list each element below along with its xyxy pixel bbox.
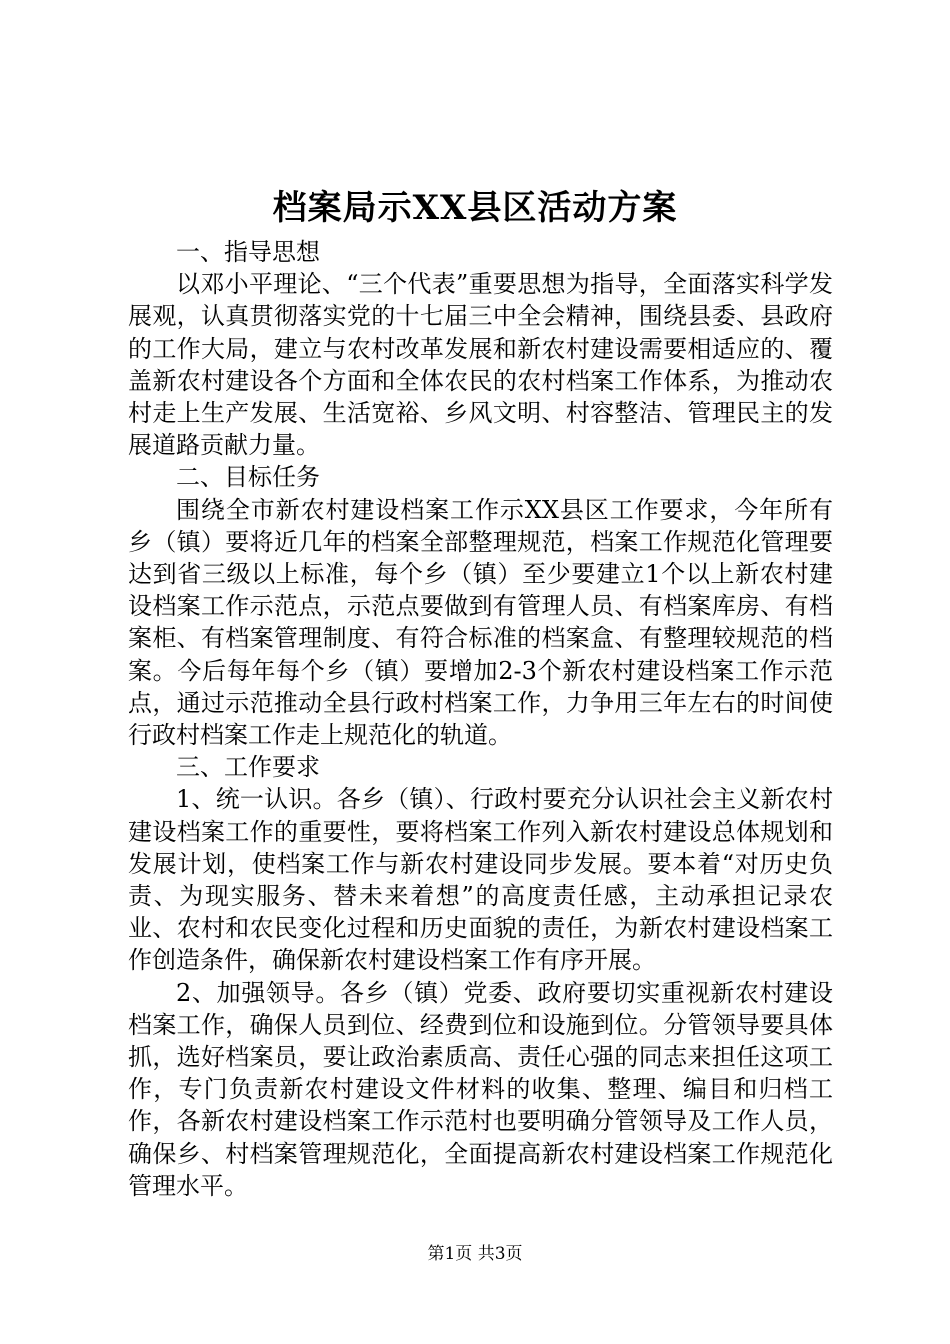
section-paragraph: 围绕全市新农村建设档案工作示XX县区工作要求，今年所有乡（镇）要将近几年的档案全部整理规范，档案工作规范化管理要达到省三级以上标准，每个乡（镇）至少要建立1个以上新农村建设档案工作示范点，示范点要做到有管理人员、有档案库房、有档案柜、有档案管理制度、有符合标准的档案盒、有整理较规范的档案。今后每年每个乡（镇）要增加2-3个新农村建设档案工作示范点，通过示范推动全县行政村档案工作，力争用三年左右的时间使行政村档案工作走上规范化的轨道。: [128, 495, 833, 750]
section-paragraph: 以邓小平理论、“三个代表”重要思想为指导，全面落实科学发展观，认真贯彻落实党的十七届三中全会精神，围绕县委、县政府的工作大局，建立与农村改革发展和新农村建设需要相适应的、覆盖新农村建设各个方面和全体农民的农村档案工作体系，为推动农村走上生产发展、生活宽裕、乡风文明、村容整洁、管理民主的发展道路贡献力量。: [128, 270, 833, 460]
section-paragraph: 2、加强领导。各乡（镇）党委、政府要切实重视新农村建设档案工作，确保人员到位、经费到位和设施到位。分管领导要具体抓，选好档案员，要让政治素质高、责任心强的同志来担任这项工作，专门负责新农村建设文件材料的收集、整理、编目和归档工作，各新农村建设档案工作示范村也要明确分管领导及工作人员，确保乡、村档案管理规范化，全面提高新农村建设档案工作规范化管理水平。: [128, 978, 833, 1200]
document-body: [128, 236, 833, 1202]
section-heading-work-requirements: 三、工作要求: [176, 753, 320, 782]
section-paragraph: 1、统一认识。各乡（镇）、行政村要充分认识社会主义新农村建设档案工作的重要性，要将档案工作列入新农村建设总体规划和发展计划，使档案工作与新农村建设同步发展。要本着“对历史负责、为现实服务、替未来着想”的高度责任感，主动承担记录农业、农村和农民变化过程和历史面貌的责任，为新农村建设档案工作创造条件，确保新农村建设档案工作有序开展。: [128, 785, 833, 975]
section-heading-goals-tasks: 二、目标任务: [176, 463, 320, 492]
document-title: 档案局示XX县区活动方案: [272, 188, 678, 228]
page-indicator: 第1页 共3页: [427, 1244, 523, 1264]
section-heading-guiding-thought: 一、指导思想: [176, 238, 320, 266]
